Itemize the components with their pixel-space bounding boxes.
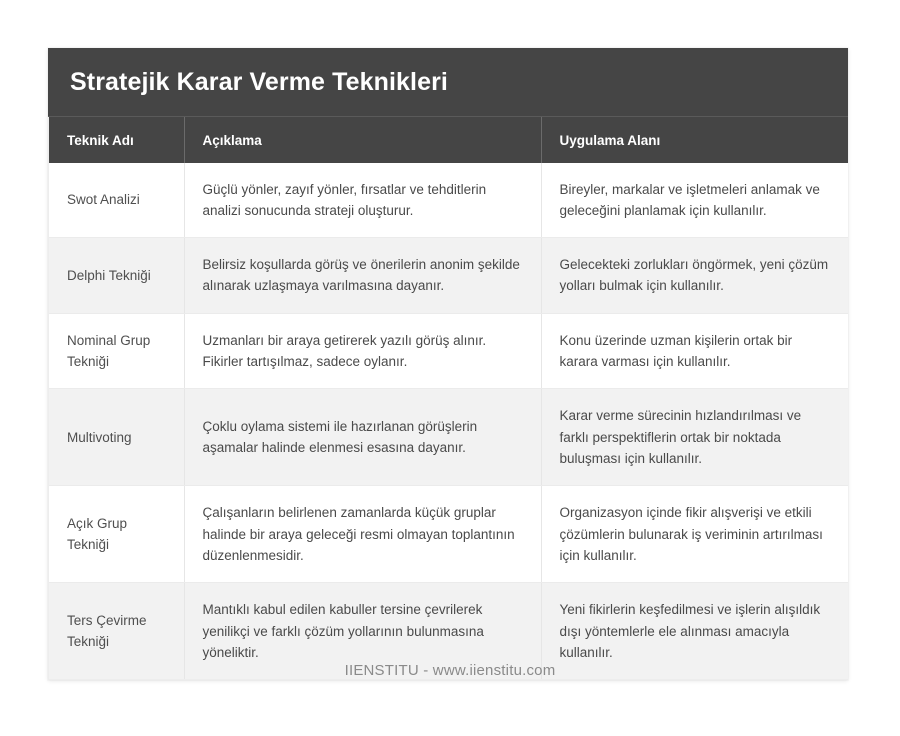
footer-caption: IIENSTITU - www.iienstitu.com (344, 662, 556, 679)
cell-application-area: Karar verme sürecinin hızlandırılması ve farklı perspektiflerin ortak bir noktada buluşması için kullanılır. (541, 389, 848, 486)
column-header-application-area: Uygulama Alanı (541, 117, 848, 163)
table-row (49, 163, 848, 238)
cell-description: Belirsiz koşullarda görüş ve önerilerin anonim şekilde alınarak uzlaşmaya varılmasına dayanır. (184, 238, 541, 314)
cell-description: Uzmanları bir araya getirerek yazılı görüş alınır. Fikirler tartışılmaz, sadece oylanır. (184, 313, 541, 389)
column-header-technique-name: Teknik Adı (49, 117, 184, 163)
table-row (49, 238, 848, 314)
table-body (49, 163, 848, 680)
cell-application-area: Bireyler, markalar ve işletmeleri anlamak ve geleceğini planlamak için kullanılır. (541, 163, 848, 238)
cell-description: Güçlü yönler, zayıf yönler, fırsatlar ve tehditlerin analizi sonucunda strateji oluşturur. (184, 163, 541, 238)
cell-technique-name: Açık Grup Tekniği (49, 486, 184, 583)
cell-application-area: Konu üzerinde uzman kişilerin ortak bir karara varması için kullanılır. (541, 313, 848, 389)
table-header (49, 117, 848, 163)
techniques-card (48, 48, 848, 680)
cell-application-area: Organizasyon içinde fikir alışverişi ve etkili çözümlerin bulunarak iş veriminin artırılması için kullanılır. (541, 486, 848, 583)
cell-application-area: Gelecekteki zorlukları öngörmek, yeni çözüm yolları bulmak için kullanılır. (541, 238, 848, 314)
cell-technique-name: Delphi Tekniği (49, 238, 184, 314)
techniques-table (49, 117, 848, 680)
cell-technique-name: Swot Analizi (49, 163, 184, 238)
table-row (49, 313, 848, 389)
cell-technique-name: Ters Çevirme Tekniği (49, 583, 184, 679)
cell-description: Mantıklı kabul edilen kabuller tersine çevrilerek yenilikçi ve farklı çözüm yollarının bulunmasına yöneliktir. (184, 583, 541, 679)
card-title-bar (48, 48, 848, 117)
cell-description: Çalışanların belirlenen zamanlarda küçük gruplar halinde bir araya geleceği resmi olmayan toplantının düzenlenmesidir. (184, 486, 541, 583)
page-title: Stratejik Karar Verme Teknikleri (70, 68, 448, 96)
card-body (48, 117, 848, 681)
table-row (49, 486, 848, 583)
cell-description: Çoklu oylama sistemi ile hazırlanan görüşlerin aşamalar halinde elenmesi esasına dayanır. (184, 389, 541, 486)
table-row (49, 389, 848, 486)
cell-technique-name: Multivoting (49, 389, 184, 486)
cell-application-area: Yeni fikirlerin keşfedilmesi ve işlerin alışıldık dışı yöntemlerle ele alınması amacıyla kullanılır. (541, 583, 848, 679)
table-header-row (49, 117, 848, 163)
cell-technique-name: Nominal Grup Tekniği (49, 313, 184, 389)
column-header-description: Açıklama (184, 117, 541, 163)
